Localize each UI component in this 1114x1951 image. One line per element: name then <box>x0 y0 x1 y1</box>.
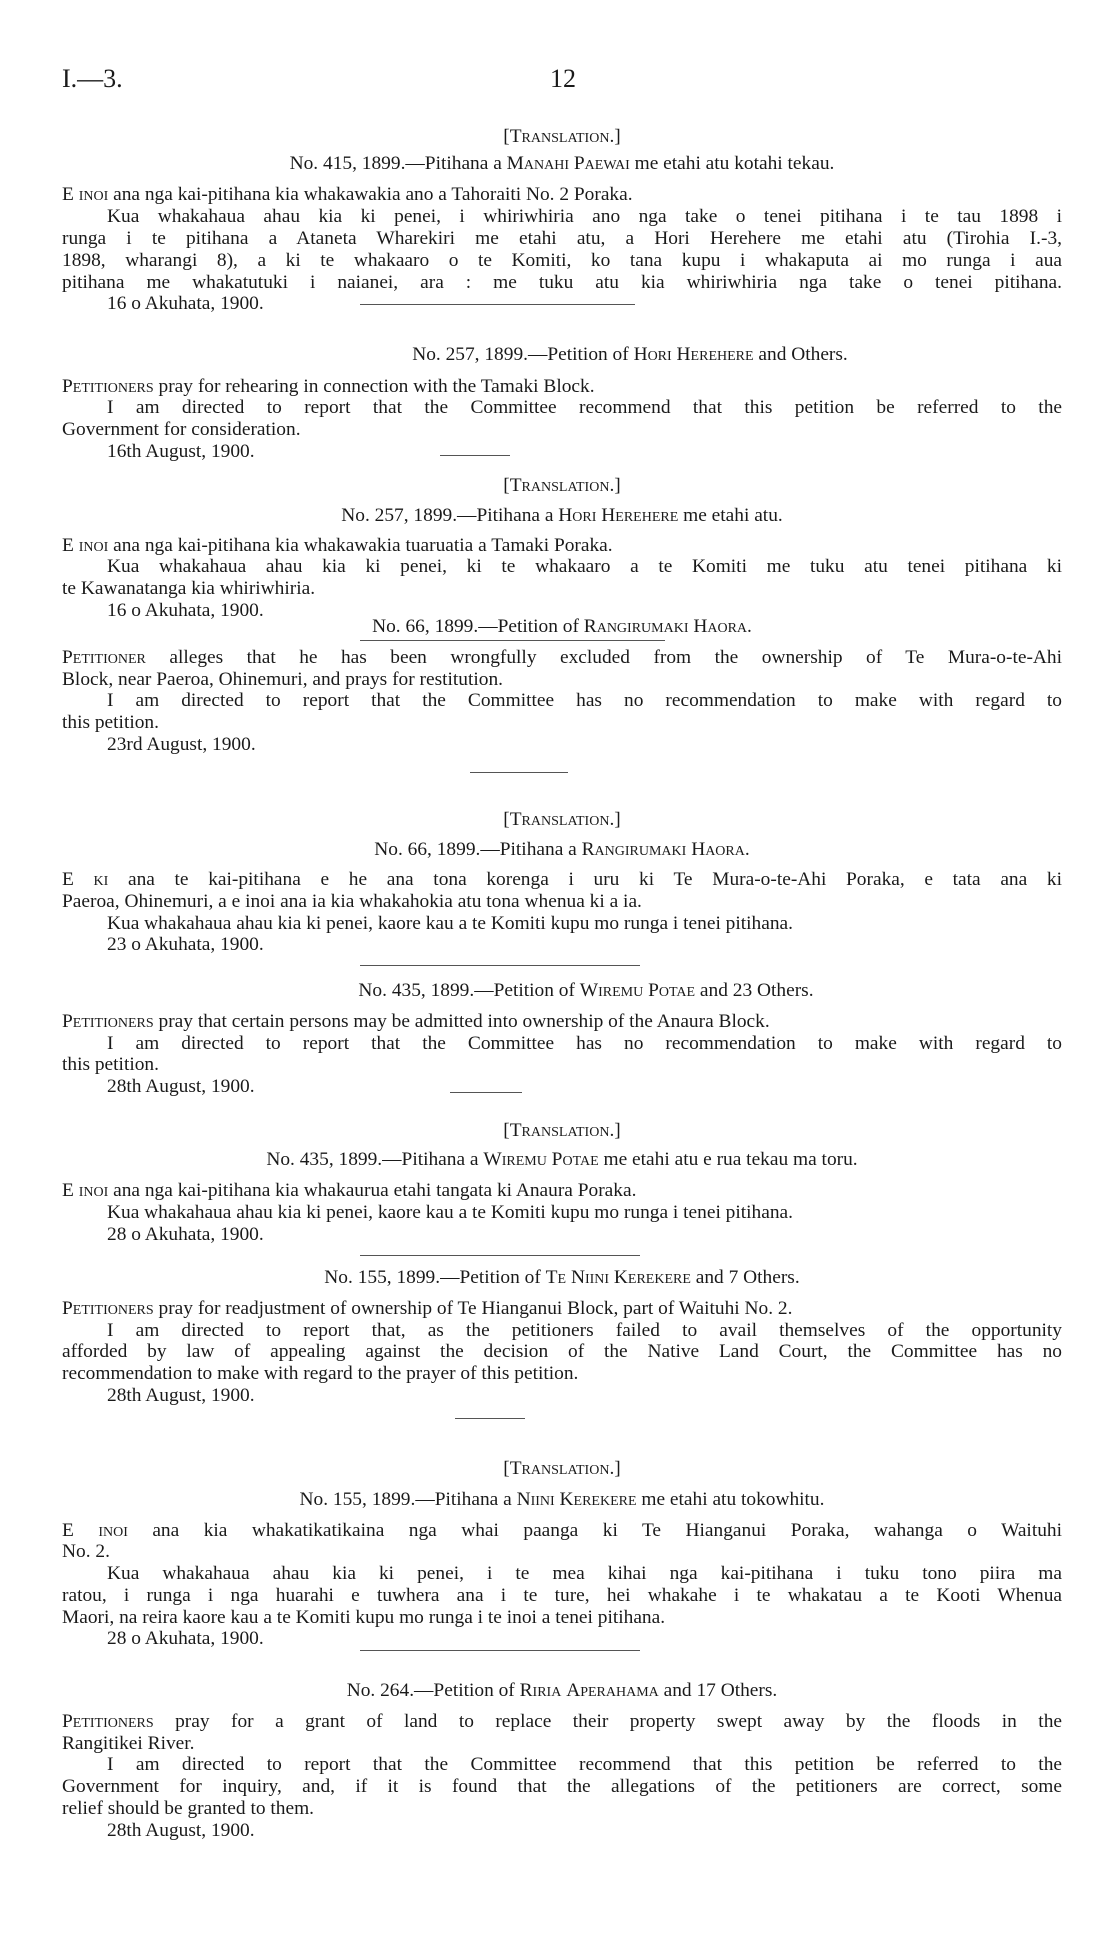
page-number: 12 <box>550 64 576 93</box>
paragraph-line: te Kawanatanga kia whiriwhiria. <box>62 578 316 599</box>
document-reference: I.—3. <box>62 64 123 93</box>
paragraph-line: E inoi ana kia whakatikatikaina nga whai paanga ki Te Hianganui Poraka, wahanga o Waituhi <box>62 1520 1062 1541</box>
paragraph-line: 1898, wharangi 8), a ki te whakaaro o te Komiti, ko tana kupu i whakaputa ai mo runga i aua <box>62 250 1062 271</box>
paragraph-line: Kua whakahaua ahau kia ki penei, kaore kau a te Komiti kupu mo runga i tenei pitihana. <box>107 1202 793 1223</box>
paragraph-line: Kua whakahaua ahau kia ki penei, i te mea kihai nga kai-pitihana i tuku tono piira ma <box>107 1563 1062 1584</box>
paragraph-line: I am directed to report that, as the petitioners failed to avail themselves of the opportunity <box>107 1320 1062 1341</box>
section-divider <box>360 1650 640 1651</box>
paragraph-line: E ki ana te kai-pitihana e he ana tona korenga i uru ki Te Mura-o-te-Ahi Poraka, e tata ana ki <box>62 869 1062 890</box>
date-line: 16 o Akuhata, 1900. <box>107 600 264 621</box>
paragraph-line: I am directed to report that the Committee recommend that this petition be referred to the <box>107 1754 1062 1775</box>
paragraph-line: Petitioners pray for rehearing in connection with the Tamaki Block. <box>62 376 595 397</box>
paragraph-line: Petitioner alleges that he has been wrongfully excluded from the ownership of Te Mura-o-te-Ahi <box>62 647 1062 668</box>
section-divider <box>450 1092 522 1093</box>
petition-heading: No. 66, 1899.—Petition of Rangirumaki Haora. <box>372 616 752 637</box>
date-line: 23rd August, 1900. <box>107 734 256 755</box>
paragraph-line: Government for consideration. <box>62 419 301 440</box>
petition-heading: No. 257, 1899.—Pitihana a Hori Herehere me etahi atu. <box>341 505 783 526</box>
date-line: 28 o Akuhata, 1900. <box>107 1224 264 1245</box>
section-divider <box>360 640 665 641</box>
petition-heading: No. 155, 1899.—Pitihana a Niini Kerekere me etahi atu tokowhitu. <box>299 1489 825 1510</box>
paragraph-line: Block, near Paeroa, Ohinemuri, and prays for restitution. <box>62 669 504 690</box>
petition-heading: No. 66, 1899.—Pitihana a Rangirumaki Haora. <box>374 839 750 860</box>
paragraph-line: runga i te pitihana a Ataneta Wharekiri me etahi atu, a Hori Herehere me etahi atu (Tirohia I.-3, <box>62 228 1062 249</box>
petition-heading: No. 415, 1899.—Pitihana a Manahi Paewai me etahi atu kotahi tekau. <box>289 153 835 174</box>
section-divider <box>360 965 640 966</box>
section-divider <box>440 455 510 456</box>
paragraph-line: E inoi ana nga kai-pitihana kia whakawakia ano a Tahoraiti No. 2 Poraka. <box>62 184 633 205</box>
paragraph-line: this petition. <box>62 712 159 733</box>
translation-label: [Translation.] <box>503 126 621 147</box>
translation-label: [Translation.] <box>503 809 621 830</box>
petition-heading: No. 155, 1899.—Petition of Te Niini Kerekere and 7 Others. <box>324 1267 800 1288</box>
date-line: 16 o Akuhata, 1900. <box>107 293 264 314</box>
date-line: 16th August, 1900. <box>107 441 255 462</box>
petition-heading: No. 264.—Petition of Riria Aperahama and 17 Others. <box>346 1680 778 1701</box>
paragraph-line: Kua whakahaua ahau kia ki penei, kaore kau a te Komiti kupu mo runga i tenei pitihana. <box>107 913 793 934</box>
translation-label: [Translation.] <box>503 475 621 496</box>
date-line: 28th August, 1900. <box>107 1820 255 1841</box>
paragraph-line: this petition. <box>62 1054 159 1075</box>
paragraph-line: afforded by law of appealing against the decision of the Native Land Court, the Committee has no <box>62 1341 1062 1362</box>
paragraph-line: Petitioners pray that certain persons may be admitted into ownership of the Anaura Block. <box>62 1011 770 1032</box>
translation-label: [Translation.] <box>503 1120 621 1141</box>
paragraph-line: I am directed to report that the Committee recommend that this petition be referred to the <box>107 397 1062 418</box>
paragraph-line: Maori, na reira kaore kau a te Komiti kupu mo runga i te inoi a tenei pitihana. <box>62 1607 666 1628</box>
paragraph-line: Paeroa, Ohinemuri, a e inoi ana ia kia whakahokia atu tona whenua ki a ia. <box>62 891 642 912</box>
translation-label: [Translation.] <box>503 1458 621 1479</box>
paragraph-line: pitihana me whakatutuki i naianei, ara : me tuku atu kia whiriwhiria nga take o tenei pitihana. <box>62 272 1062 293</box>
section-divider <box>360 304 635 305</box>
section-divider <box>470 772 568 773</box>
paragraph-line: Government for inquiry, and, if it is found that the allegations of the petitioners are correct, some <box>62 1776 1062 1797</box>
section-divider <box>360 1255 640 1256</box>
paragraph-line: E inoi ana nga kai-pitihana kia whakaurua etahi tangata ki Anaura Poraka. <box>62 1180 637 1201</box>
paragraph-line: I am directed to report that the Committee has no recommendation to make with regard to <box>107 690 1062 711</box>
paragraph-line: Petitioners pray for a grant of land to replace their property swept away by the floods in the <box>62 1711 1062 1732</box>
paragraph-line: Rangitikei River. <box>62 1733 195 1754</box>
paragraph-line: I am directed to report that the Committee has no recommendation to make with regard to <box>107 1033 1062 1054</box>
date-line: 23 o Akuhata, 1900. <box>107 934 264 955</box>
paragraph-line: Kua whakahaua ahau kia ki penei, ki te whakaaro a te Komiti me tuku atu tenei pitihana ki <box>107 556 1062 577</box>
date-line: 28 o Akuhata, 1900. <box>107 1628 264 1649</box>
paragraph-line: relief should be granted to them. <box>62 1798 315 1819</box>
paragraph-line: No. 2. <box>62 1541 110 1562</box>
paragraph-line: Kua whakahaua ahau kia ki penei, i whiriwhiria ano nga take o tenei pitihana i te tau 1898 i <box>107 206 1062 227</box>
paragraph-line: recommendation to make with regard to the prayer of this petition. <box>62 1363 579 1384</box>
petition-heading: No. 435, 1899.—Petition of Wiremu Potae and 23 Others. <box>358 980 814 1001</box>
section-divider <box>455 1418 525 1419</box>
petition-heading: No. 435, 1899.—Pitihana a Wiremu Potae me etahi atu e rua tekau ma toru. <box>266 1149 858 1170</box>
paragraph-line: ratou, i runga i nga huarahi e tuwhera ana i te ture, hei whakahe i te whakatau a te Kooti Whenua <box>62 1585 1062 1606</box>
paragraph-line: Petitioners pray for readjustment of ownership of Te Hianganui Block, part of Waituhi No. 2. <box>62 1298 793 1319</box>
petition-heading: No. 257, 1899.—Petition of Hori Herehere and Others. <box>412 344 848 365</box>
date-line: 28th August, 1900. <box>107 1385 255 1406</box>
date-line: 28th August, 1900. <box>107 1076 255 1097</box>
paragraph-line: E inoi ana nga kai-pitihana kia whakawakia tuaruatia a Tamaki Poraka. <box>62 535 613 556</box>
